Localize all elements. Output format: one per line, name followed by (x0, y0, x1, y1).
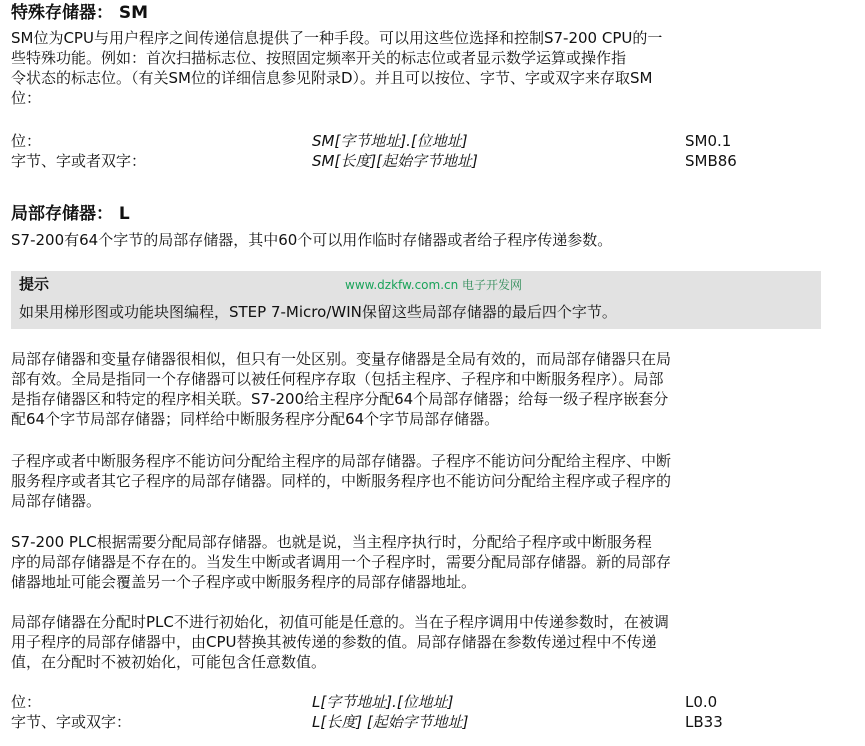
local-paragraph-1 (11, 349, 823, 429)
sm-bit-example: SM0.1 (685, 132, 732, 150)
sm-bit-row (11, 131, 823, 151)
note-title: 提示 (19, 275, 50, 293)
local-bit-label: 位： (11, 693, 42, 711)
local-bit-example: L0.0 (685, 693, 718, 711)
sm-paragraph (11, 28, 823, 108)
paragraph-line: 服务程序或者其它子程序的局部存储器。同样的，中断服务程序也不能访问分配给主程序或子程序的 (11, 472, 672, 490)
local-bit-format: L[字节地址].[位地址] (312, 693, 454, 711)
sm-byte-example: SMB86 (685, 152, 737, 170)
paragraph-line: 部有效。全局是指同一个存储器可以被任何程序存取（包括主程序、子程序和中断服务程序）。局部 (11, 370, 664, 388)
sm-paragraph-line: 令状态的标志位。（有关SM位的详细信息参见附录D）。并且可以按位、字节、字或双字来存取SM (11, 69, 653, 87)
paragraph-line: 局部存储器和变量存储器很相似，但只有一处区别。变量存储器是全局有效的，而局部存储器只在局 (11, 350, 672, 368)
watermark-url: www.dzkfw.com.cn (345, 278, 459, 292)
local-byte-example: LB33 (685, 713, 723, 731)
sm-byte-row (11, 151, 823, 171)
sm-heading: 特殊存储器： SM (11, 3, 149, 23)
local-paragraph-3 (11, 532, 823, 592)
sm-bit-format: SM[字节地址].[位地址] (312, 132, 468, 150)
sm-bit-label: 位： (11, 132, 42, 150)
local-byte-format: L[长度] [起始字节地址] (312, 713, 469, 731)
watermark-name: 电子开发网 (462, 278, 523, 292)
local-byte-label: 字节、字或双字： (11, 713, 132, 731)
local-byte-row (11, 712, 823, 732)
paragraph-line: 是指存储器区和特定的程序相关联。S7-200给主程序分配64个局部存储器；给每一级子程序嵌套分 (11, 390, 669, 408)
local-paragraph-4 (11, 612, 823, 672)
paragraph-line: 序的局部存储器是不存在的。当发生中断或者调用一个子程序时，需要分配局部存储器。新的局部存 (11, 553, 672, 571)
local-heading: 局部存储器： L (11, 204, 130, 224)
sm-byte-label: 字节、字或者双字： (11, 152, 147, 170)
paragraph-line: 局部存储器。 (11, 492, 102, 510)
paragraph-line: 值，在分配时不被初始化，可能包含任意数值。 (11, 653, 327, 671)
paragraph-line: 储器地址可能会覆盖另一个子程序或中断服务程序的局部存储器地址。 (11, 573, 477, 591)
watermark (345, 278, 522, 292)
local-paragraph-2 (11, 451, 823, 511)
note-body: 如果用梯形图或功能块图编程，STEP 7-Micro/WIN保留这些局部存储器的最后四个字节。 (19, 303, 617, 321)
local-bit-row (11, 692, 823, 712)
sm-paragraph-line: 位： (11, 89, 42, 107)
paragraph-line: 局部存储器在分配时PLC不进行初始化，初值可能是任意的。当在子程序调用中传递参数时，在被调 (11, 613, 669, 631)
sm-paragraph-line: SM位为CPU与用户程序之间传递信息提供了一种手段。可以用这些位选择和控制S7-200 CPU的一 (11, 29, 663, 47)
sm-paragraph-line: 些特殊功能。例如：首次扫描标志位、按照固定频率开关的标志位或者显示数学运算或操作指 (11, 49, 627, 67)
paragraph-line: 配64个字节局部存储器；同样给中断服务程序分配64个字节局部存储器。 (11, 410, 500, 428)
paragraph-line: 子程序或者中断服务程序不能访问分配给主程序的局部存储器。子程序不能访问分配给主程序、中断 (11, 452, 672, 470)
paragraph-line: 用子程序的局部存储器中，由CPU替换其被传递的参数的值。局部存储器在参数传递过程中不传递 (11, 633, 657, 651)
paragraph-line: S7-200 PLC根据需要分配局部存储器。也就是说，当主程序执行时，分配给子程序或中断服务程 (11, 533, 652, 551)
local-intro: S7-200有64个字节的局部存储器，其中60个可以用作临时存储器或者给子程序传递参数。 (11, 231, 613, 249)
sm-byte-format: SM[长度][起始字节地址] (312, 152, 478, 170)
